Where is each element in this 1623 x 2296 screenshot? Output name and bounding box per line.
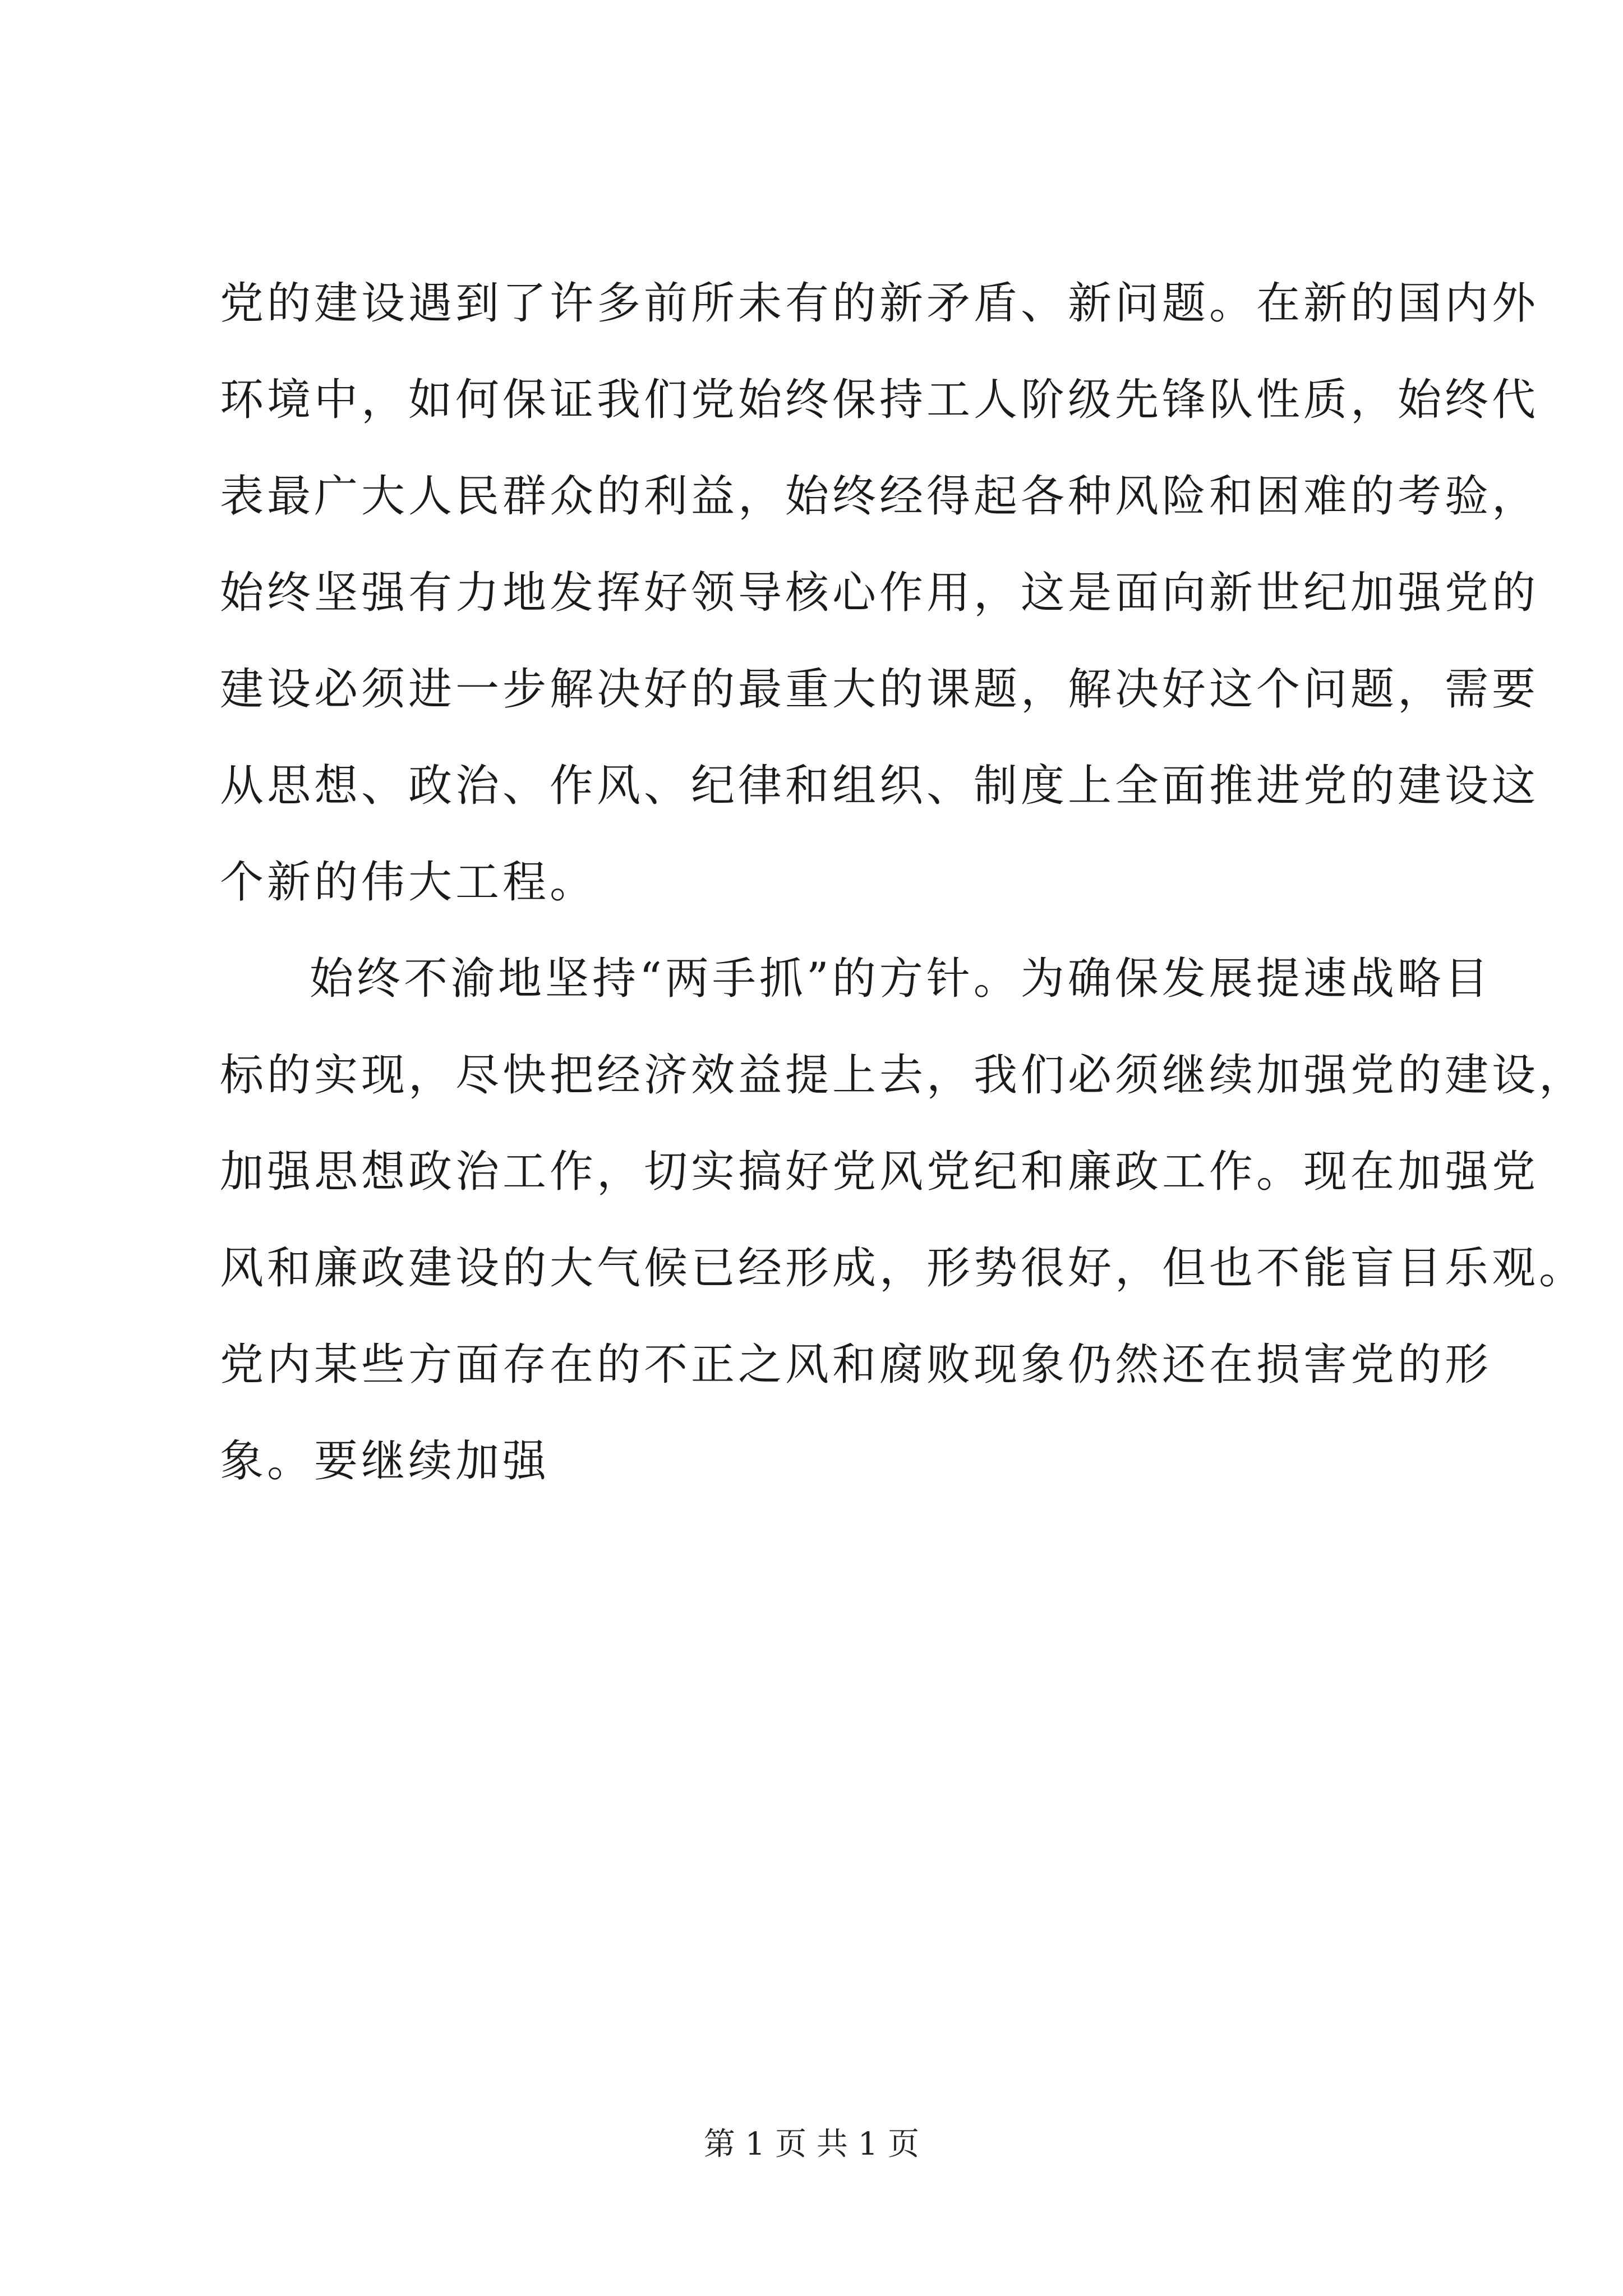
text-line: 表最广大人民群众的利益，始终经得起各种风险和困难的考验， [220, 471, 1539, 522]
text-line: 象。要继续加强 [220, 1436, 550, 1487]
text-line: 始终不渝地坚持“两手抓”的方针。为确保发展提速战略目 [310, 954, 1492, 1004]
document-body [220, 255, 1587, 1510]
paragraph-1 [220, 255, 1539, 931]
text-line: 建设必须进一步解决好的最重大的课题，解决好这个问题，需要 [220, 664, 1539, 715]
paragraph-2 [220, 931, 1587, 1510]
text-line: 环境中，如何保证我们党始终保持工人阶级先锋队性质，始终代 [220, 375, 1539, 425]
text-line: 从思想、政治、作风、纪律和组织、制度上全面推进党的建设这 [220, 761, 1539, 811]
text-line: 党的建设遇到了许多前所未有的新矛盾、新问题。在新的国内外 [220, 278, 1539, 329]
text-line: 风和廉政建设的大气候已经形成，形势很好，但也不能盲目乐观。 [220, 1243, 1587, 1294]
text-line: 标的实现，尽快把经济效益提上去，我们必须继续加强党的建设， [220, 1050, 1587, 1101]
page-footer: 第 1 页 共 1 页 [703, 2126, 920, 2162]
text-line: 加强思想政治工作，切实搞好党风党纪和廉政工作。现在加强党 [220, 1147, 1539, 1197]
text-line: 个新的伟大工程。 [220, 857, 597, 908]
text-line: 党内某些方面存在的不正之风和腐败现象仍然还在损害党的形 [220, 1340, 1492, 1390]
text-line: 始终坚强有力地发挥好领导核心作用，这是面向新世纪加强党的 [220, 568, 1539, 618]
